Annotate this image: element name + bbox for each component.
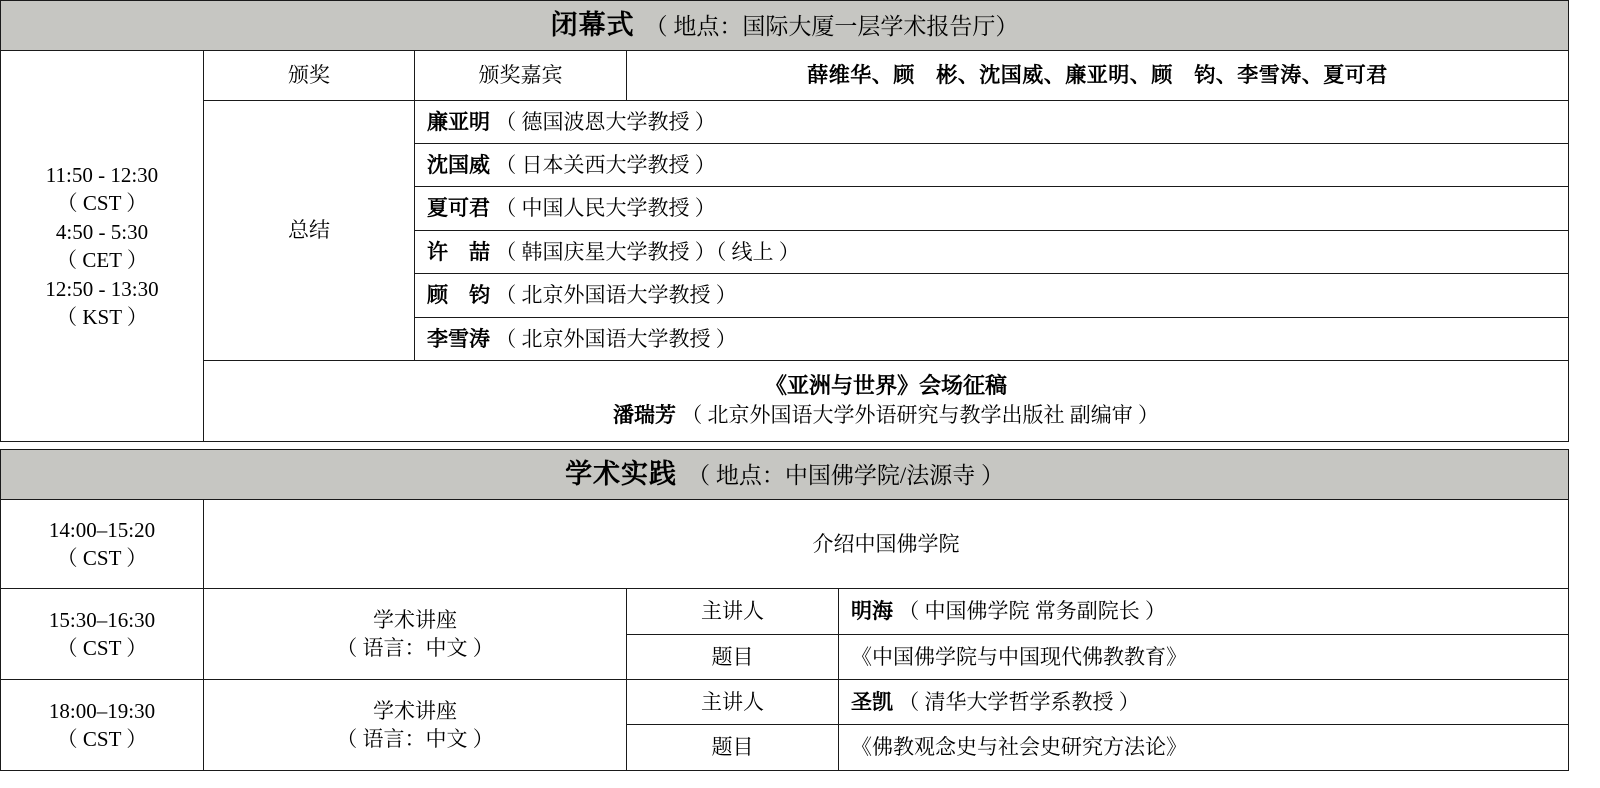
practice-activity-cell xyxy=(204,680,627,771)
summary-person-affiliation: （ 日本关西大学教授 ） xyxy=(495,153,716,178)
time-line: （ CST ） xyxy=(56,546,148,571)
closing-section-title: 闭幕式 xyxy=(550,10,635,40)
topic-value: 《佛教观念史与社会史研究方法论》 xyxy=(839,725,1569,770)
time-line: 18:00–19:30 xyxy=(48,698,156,723)
summary-label: 总结 xyxy=(204,100,415,360)
speaker-name: 明海 xyxy=(851,599,893,624)
time-line: 14:00–15:20 xyxy=(48,517,156,542)
time-line: （ CET ） xyxy=(56,248,148,273)
summary-person-affiliation: （ 北京外国语大学教授 ） xyxy=(495,326,737,351)
award-label: 颁奖 xyxy=(204,51,415,100)
activity-language: （ 语言：中文 ） xyxy=(336,636,494,661)
award-row xyxy=(1,51,1569,100)
summary-person-affiliation: （ 韩国庆星大学教授 ）（ 线上 ） xyxy=(495,239,800,264)
time-line: （ CST ） xyxy=(56,636,148,661)
speaker-value xyxy=(839,680,1569,725)
practice-section-header-row xyxy=(1,449,1569,499)
activity-title: 学术讲座 xyxy=(373,607,457,632)
summary-person-row xyxy=(415,187,1569,230)
time-line: （ CST ） xyxy=(56,191,148,216)
speaker-affiliation: （ 中国佛学院 常务副院长 ） xyxy=(898,599,1166,624)
practice-row-lecture-1 xyxy=(1,589,1569,634)
call-for-papers-person-line xyxy=(210,401,1562,429)
time-line: 4:50 - 5:30 xyxy=(55,219,149,244)
speaker-affiliation: （ 清华大学哲学系教授 ） xyxy=(898,690,1140,714)
call-for-papers-title: 《亚洲与世界》会场征稿 xyxy=(764,372,1007,398)
call-for-papers-cell xyxy=(204,360,1569,441)
practice-row-intro xyxy=(1,500,1569,589)
summary-person-name: 廉亚明 xyxy=(427,109,490,134)
summary-person-name: 李雪涛 xyxy=(427,326,490,351)
summary-row xyxy=(1,100,1569,143)
time-line: 15:30–16:30 xyxy=(48,607,156,632)
summary-person-name: 许 喆 xyxy=(427,239,490,264)
practice-intro-content: 介绍中国佛学院 xyxy=(204,500,1569,589)
practice-section-location: （ 地点：中国佛学院/法源寺 ） xyxy=(687,462,1004,488)
closing-section-location: （ 地点：国际大厦一层学术报告厅） xyxy=(644,14,1019,39)
closing-section-header xyxy=(1,1,1569,51)
summary-person-row xyxy=(415,100,1569,143)
speaker-label: 主讲人 xyxy=(627,680,839,725)
practice-activity-cell xyxy=(204,589,627,680)
practice-time-cell xyxy=(1,589,204,680)
closing-time-cell xyxy=(1,51,204,441)
summary-person-affiliation: （ 中国人民大学教授 ） xyxy=(495,196,716,221)
award-guest-label: 颁奖嘉宾 xyxy=(415,51,627,100)
practice-time-cell xyxy=(1,500,204,589)
time-line: （ KST ） xyxy=(56,304,148,329)
speaker-label: 主讲人 xyxy=(627,589,839,634)
topic-label: 题目 xyxy=(627,725,839,770)
call-for-papers-affiliation: （ 北京外国语大学外语研究与教学出版社 副编审 ） xyxy=(681,402,1159,427)
summary-person-row xyxy=(415,274,1569,317)
practice-section-header xyxy=(1,449,1569,499)
summary-person-name: 沈国威 xyxy=(427,153,490,178)
practice-time-cell xyxy=(1,680,204,771)
topic-value: 《中国佛学院与中国现代佛教教育》 xyxy=(839,634,1569,679)
practice-section-title: 学术实践 xyxy=(565,458,678,489)
summary-person-row xyxy=(415,317,1569,360)
time-line: 12:50 - 13:30 xyxy=(45,276,159,301)
time-line: 11:50 - 12:30 xyxy=(45,163,159,188)
summary-person-row xyxy=(415,230,1569,273)
call-for-papers-person: 潘瑞芳 xyxy=(613,402,676,427)
summary-person-affiliation: （ 北京外国语大学教授 ） xyxy=(495,283,737,308)
time-line: （ CST ） xyxy=(56,726,148,751)
summary-person-affiliation: （ 德国波恩大学教授 ） xyxy=(495,109,716,134)
academic-practice-table xyxy=(0,449,1569,771)
speaker-value xyxy=(839,589,1569,634)
call-for-papers-row xyxy=(1,360,1569,441)
speaker-name: 圣凯 xyxy=(851,690,893,714)
closing-section-header-row xyxy=(1,1,1569,51)
summary-person-row xyxy=(415,144,1569,187)
practice-row-lecture-2 xyxy=(1,680,1569,725)
award-guest-names: 薛维华、顾 彬、沈国威、廉亚明、顾 钧、李雪涛、夏可君 xyxy=(627,51,1569,100)
topic-label: 题目 xyxy=(627,634,839,679)
summary-person-name: 顾 钧 xyxy=(427,283,490,308)
activity-language: （ 语言：中文 ） xyxy=(336,726,494,751)
activity-title: 学术讲座 xyxy=(373,698,457,723)
summary-person-name: 夏可君 xyxy=(427,196,490,221)
